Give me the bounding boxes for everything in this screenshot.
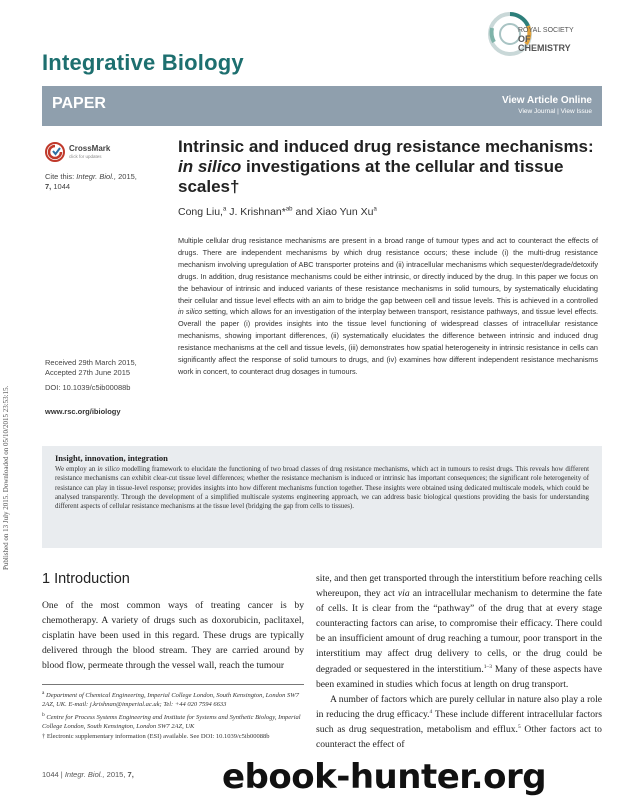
journal-title[interactable]: Integrative Biology (42, 50, 244, 75)
article-dates (45, 358, 165, 378)
affiliation-mark: a (222, 206, 227, 213)
abstract-part-1: Multiple cellular drug resistance mechanisms are present in a broad range of tumour types and act to counteract the effects of drugs. There are independent mechanisms by which drug resistance occurs; these include (i) the multi-drug resistance mechanism involving upregulation of ABC transporter proteins and (ii) intracellular mechanisms which sequester/degrade/detoxify drugs. In addition, drug resistance mechanisms could be either intrinsic, or directly induced by the drug. In this paper we focus on the behaviour of intrinsic and induced variants of these resistance mechanisms in solid tumours, by systematically elucidating their cellular and tissue level effects with an aim to bridge the gap between cell and tissue levels. This is achieved in a controlled (178, 236, 598, 305)
cite-volume: 7, (45, 182, 52, 191)
article-type: PAPER (52, 95, 106, 112)
reference-mark[interactable]: 4 (429, 708, 433, 715)
footnote-affiliation-a: $^a$ Department of Chemical Engineering, Imperial College London, South Kensington, London SW7 2AZ, UK. E-mail: j.krishnan@imperial.ac.uk; Tel: +44 020 7594 6633 (42, 690, 299, 709)
received-date: Received 29th March 2015, (45, 358, 137, 367)
title-line-3: scales† (178, 177, 240, 196)
abstract-italic: in silico (178, 307, 203, 317)
rsc-line1: ROYAL SOCIETY (518, 27, 574, 34)
download-timestamp: Published on 13 July 2015. Downloaded on 05/10/2015 23:53:15. (2, 385, 10, 570)
view-issue-link[interactable]: View Issue (560, 108, 592, 115)
rsc-line2: OF CHEMISTRY (518, 34, 571, 53)
journal-website-link[interactable]: www.rsc.org/ibiology (45, 407, 121, 416)
author-list (178, 206, 598, 218)
section-heading: 1 Introduction (42, 571, 130, 587)
doi[interactable]: DOI: 10.1039/c5ib00088b (45, 383, 131, 392)
footer-volume: 7, (127, 770, 134, 779)
footer-year: 2015, (106, 770, 126, 779)
insight-part-1: We employ an (55, 466, 96, 473)
citation (45, 172, 155, 192)
footnotes (42, 684, 304, 742)
link-separator: | (557, 108, 559, 115)
reference-mark[interactable]: 1–3 (483, 663, 493, 670)
view-journal-link[interactable]: View Journal (518, 108, 556, 115)
title-italic: in silico (178, 157, 242, 176)
page-number: 1044 (42, 770, 59, 779)
paragraph: One of the most common ways of treating cancer is by chemotherapy. A variety of drugs such as doxorubicin, paclitaxel, cisplatin have been used in this regard. These drugs are typically delivered through the blood stream. They are carried around by blood flow, permeate through the vessel wall, reach the tumour (42, 600, 304, 672)
crossmark-icon (45, 142, 65, 162)
author[interactable]: and Xiao Yun Xu (295, 206, 374, 218)
cite-label: Cite this: (45, 172, 75, 181)
accepted-date: Accepted 27th June 2015 (45, 368, 131, 377)
paragraph: site, and then get transported through the interstitium before reaching cells whereupon, they act via an intracellular mechanism to determine the fate of cells. It is clear from the “pathway” of the drug that at every stage counteracting factors can arise, to compromise their efficacy. There could be an insufficient amount of drug reaching a tumour, poor transport in the interstitium may affect drug delivery to cells, or the drug could be degraded or sequestered in the interstitium.$^{1-3}$ Many of these aspects have been examined in studies which focus at length on drug transport. (316, 573, 602, 690)
watermark: ebook-hunter.org (222, 757, 547, 797)
author[interactable]: J. Krishnan* (229, 206, 286, 218)
view-article-online-link[interactable]: View Article Online (501, 95, 592, 106)
cite-year: 2015, (118, 172, 137, 181)
insight-italic: in silico (97, 466, 120, 473)
crossmark-sub: click for updates (69, 154, 102, 159)
abstract (178, 235, 598, 378)
footer-journal: Integr. Biol., (64, 770, 105, 779)
article-title (178, 137, 598, 197)
affiliation-mark: a (373, 206, 377, 213)
cite-page: 1044 (53, 182, 71, 191)
paragraph: A number of factors which are purely cellular in nature also play a role in reducing the drug efficacy.$^4$ These include different intracellular factors such as drug sequestration, metabolism and efflux.$^5$ Other factors act to counteract the effect of (316, 693, 602, 751)
title-line-1: Intrinsic and induced drug resistance mechanisms: (178, 137, 594, 156)
crossmark-button[interactable] (45, 142, 125, 162)
affiliation-mark: ab (285, 206, 293, 213)
insight-part-2: modelling framework to elucidate the functioning of two broad classes of drug resistance mechanisms, which act in tumours to resist drugs. This reveals how different resistance mechanisms can exhibit clear-cut tissue level differences; whether the resistance mechanism is induced or intrinsic has important consequences; the significant role heterogeneity of resistance can play in tissue-level response; provides insights into how different mechanisms function together. These insights were obtained using dedicated multiscale models, which could be analysed transparently. Through the development of a simplified multiscale systems engineering approach, we can address basic biological questions providing the basis for understanding different aspects of cellular resistance mechanisms at the tissue level (bridging the gap from cells to tissues). (55, 466, 589, 511)
abstract-part-2: setting, which allows for an investigation of the interplay between transport, resistance pathways, and tissue level effects. Overall the paper (i) provides insights into the tissue level functioning of widespread classes of intracellular resistance mechanisms, showing important differences, (ii) systematically elucidates the difference between intrinsic and induced drug resistance mechanisms at the cell and tissue levels, (iii) demonstrates how spatial heterogeneity in intrinsic resistance in cells can significantly affect the response of solid tumours to drugs, and (iv) examines how different independent resistance mechanisms work in concert, to counteract drug dosages in tumours. (178, 307, 598, 376)
author[interactable]: Cong Liu, (178, 206, 223, 218)
insight-box (42, 446, 602, 548)
reference-mark[interactable]: 5 (517, 723, 521, 730)
title-line-2: investigations at the cellular and tissue (246, 157, 564, 176)
footnote-esi: † Electronic supplementary information (ESI) available. See DOI: 10.1039/c5ib00088b (42, 733, 270, 741)
article-type-banner (42, 86, 602, 126)
footer-separator: | (60, 770, 63, 779)
insight-heading: Insight, innovation, integration (55, 453, 168, 463)
insight-body (55, 465, 589, 511)
left-column (42, 598, 304, 673)
publisher-logo[interactable] (488, 12, 578, 68)
footnote-affiliation-b: $^b$ Centre for Process Systems Engineering and Institute for Systems and Synthetic Biology, Imperial College London, South Kensington, London SW7 2AZ, UK (42, 711, 301, 730)
cite-journal: Integr. Biol., (76, 172, 117, 181)
right-column (316, 571, 602, 752)
crossmark-label: CrossMark (69, 144, 111, 153)
